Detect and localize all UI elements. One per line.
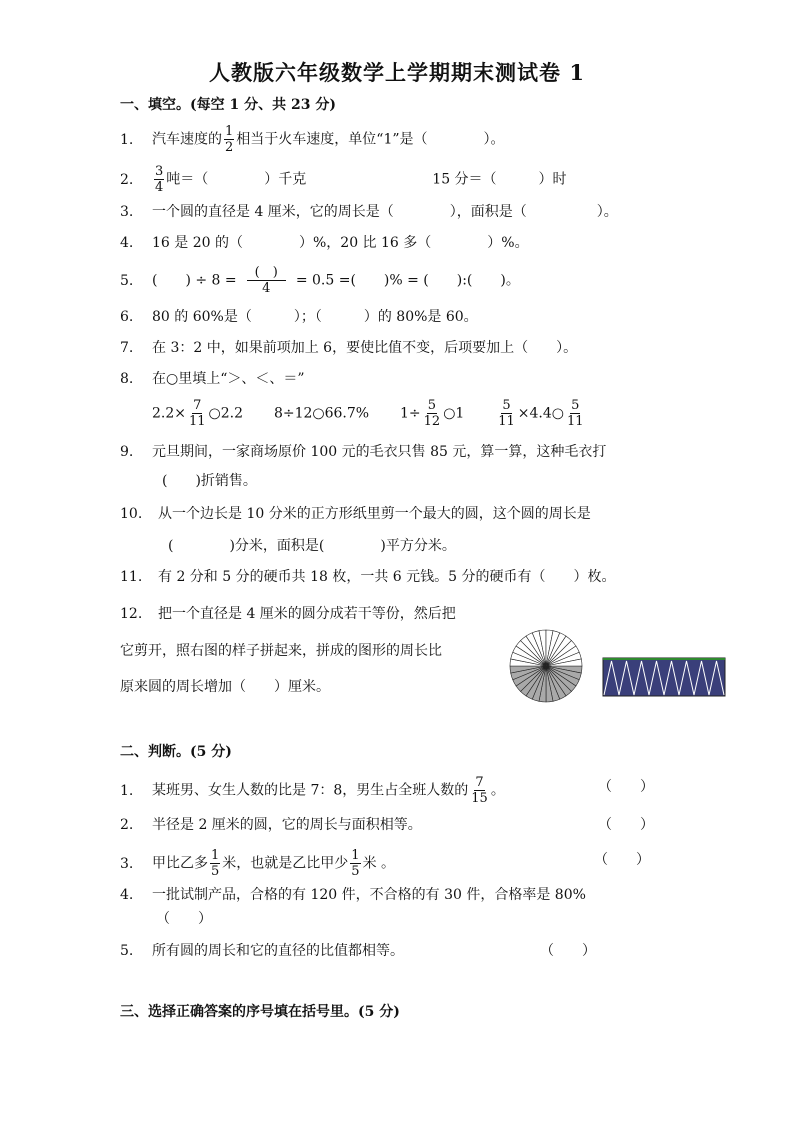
section-1-heading: 一、填空。(每空 1 分、共 23 分) <box>120 97 336 113</box>
divided-circle-figure <box>508 628 584 704</box>
question-12-line3: 原来圆的周长增加（ ）厘米。 <box>120 679 330 695</box>
judge-4: 4. 一批试制产品，合格的有 120 件，不合格的有 30 件，合格率是 80% <box>120 887 586 903</box>
question-8: 8. 在○里填上“＞、＜、＝” <box>120 371 305 387</box>
fraction: $\frac{( )}{4}$ <box>247 265 286 296</box>
section-2-heading: 二、判断。(5 分) <box>120 744 232 760</box>
fraction: $\frac{3}{4}$ <box>155 164 164 195</box>
judge-2: 2. 半径是 2 厘米的圆，它的周长与面积相等。 <box>120 817 422 833</box>
judge-3-answer[interactable]: （ ） <box>594 852 650 868</box>
question-10-cont: ( )分米，面积是( )平方分米。 <box>168 538 456 554</box>
question-12-line2: 它剪开，照右图的样子拼起来，拼成的图形的周长比 <box>120 643 442 659</box>
question-9: 9. 元旦期间，一家商场原价 100 元的毛衣只售 85 元，算一算，这种毛衣打 <box>120 444 607 460</box>
judge-4-answer[interactable]: （ ） <box>156 911 212 927</box>
page-title: 人教版六年级数学上学期期末测试卷 1 <box>209 60 585 85</box>
judge-5: 5. 所有圆的周长和它的直径的比值都相等。 <box>120 943 404 959</box>
judge-2-answer[interactable]: （ ） <box>598 817 654 833</box>
judge-3: 3. 甲比乙多 $\frac{1}{5}$ 米，也就是乙比甲少 $\frac{1}{5}$ 米 。 <box>120 848 396 879</box>
question-3: 3. 一个圆的直径是 4 厘米，它的周长是（ ），面积是（ ）。 <box>120 204 618 220</box>
question-8-expressions: 2.2× $\frac{7}{11}$ ○2.2 8÷12○66.7% 1÷ $\frac{5}{12}$ ○1 $\frac{5}{11}$ ×4.4○ $\frac{5}{11}$ <box>152 398 584 429</box>
question-11: 11. 有 2 分和 5 分的硬币共 18 枚，一共 6 元钱。5 分的硬币有（ ）枚。 <box>120 569 616 585</box>
question-9-cont: ( )折销售。 <box>162 473 257 489</box>
question-2: 2. $\frac{3}{4}$ 吨＝（ ）千克 15 分＝（ ）时 <box>120 164 567 195</box>
judge-5-answer[interactable]: （ ） <box>540 943 596 959</box>
question-1: 1. 汽车速度的 $\frac{1}{2}$ 相当于火车速度，单位“1”是（ ）。 <box>120 124 505 155</box>
question-10: 10. 从一个边长是 10 分米的正方形纸里剪一个最大的圆，这个圆的周长是 <box>120 506 591 522</box>
section-3-heading: 三、选择正确答案的序号填在括号里。(5 分) <box>120 1004 400 1020</box>
judge-1-answer[interactable]: （ ） <box>598 779 654 795</box>
question-5: 5. ( ) ÷ 8 = $\frac{( )}{4}$ = 0.5 =( )% = ( ):( )。 <box>120 265 520 296</box>
question-4: 4. 16 是 20 的（ ）%，20 比 16 多（ ）%。 <box>120 235 529 251</box>
question-12: 12. 把一个直径是 4 厘米的圆分成若干等份，然后把 <box>120 606 456 622</box>
rearranged-sectors-figure <box>602 656 726 698</box>
question-7: 7. 在 3：2 中，如果前项加上 6，要使比值不变，后项要加上（ ）。 <box>120 340 578 356</box>
question-6: 6. 80 的 60%是（ ）；（ ）的 80%是 60。 <box>120 309 478 325</box>
fraction: $\frac{1}{2}$ <box>225 124 234 155</box>
judge-1: 1. 某班男、女生人数的比是 7：8，男生占全班人数的 $\frac{7}{15}$ 。 <box>120 775 505 806</box>
